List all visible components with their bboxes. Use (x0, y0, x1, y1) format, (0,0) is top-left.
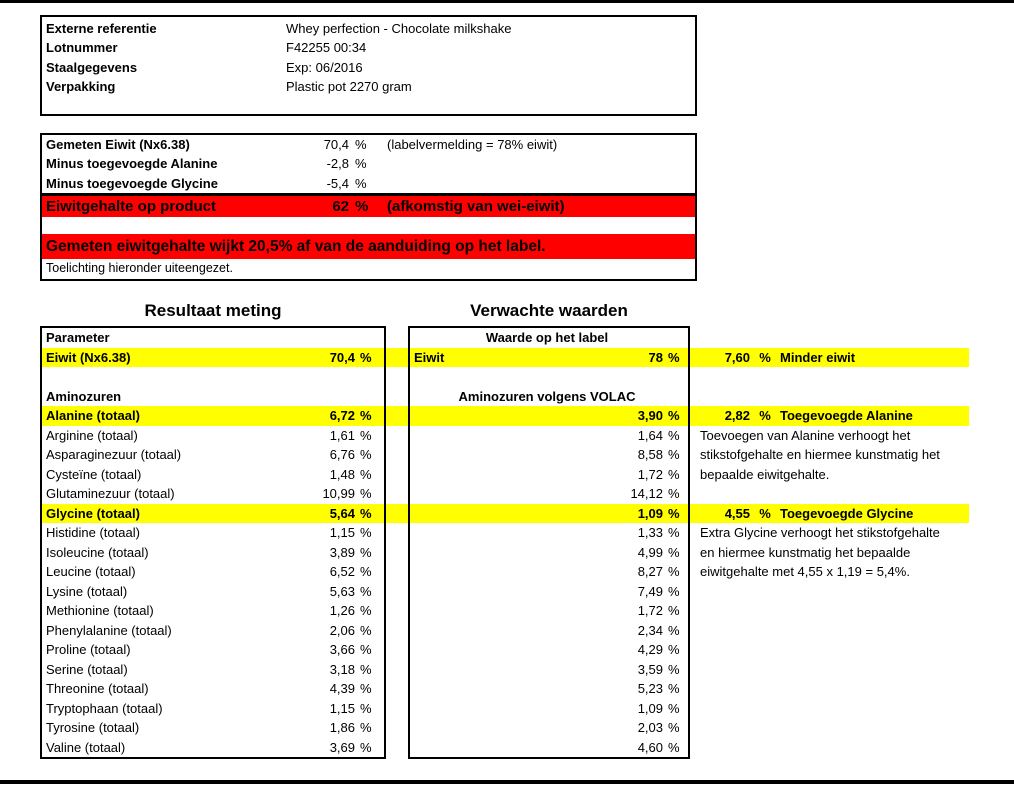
percent-sign: % (360, 486, 372, 501)
amino-name: Serine (totaal) (46, 661, 128, 677)
amino-value: 1,72 (637, 466, 663, 482)
amino-value: 5,23 (637, 681, 663, 696)
percent-sign: % (360, 505, 372, 521)
sample-info-box (40, 15, 697, 116)
table-row (42, 601, 384, 621)
percent-sign: % (355, 156, 367, 172)
table-row (42, 582, 384, 602)
percent-sign: % (759, 505, 771, 521)
amino-value: 3,69 (329, 739, 355, 755)
info-label: Staalgegevens (46, 59, 138, 75)
table-row (42, 484, 384, 504)
parameter-name: Eiwit (Nx6.38) (46, 349, 131, 365)
amino-value: 1,26 (329, 603, 355, 618)
amino-name: Leucine (totaal) (46, 564, 136, 579)
info-label: Verpakking (46, 79, 116, 95)
amino-value: 8,58 (637, 447, 663, 462)
table-row (410, 504, 688, 524)
percent-sign: % (360, 564, 372, 579)
amino-value: 1,33 (637, 525, 663, 540)
results-table (40, 326, 386, 759)
parameter-value: 70,4 (329, 349, 355, 365)
spacer-row (42, 217, 695, 234)
percent-sign: % (360, 544, 372, 560)
protein-summary-box (40, 133, 697, 281)
summary-row (42, 135, 695, 154)
table-row (410, 445, 688, 465)
section-title-expected: Verwachte waarden (470, 301, 628, 320)
info-row (46, 77, 695, 96)
info-row (46, 19, 695, 38)
percent-sign: % (668, 505, 680, 521)
percent-sign: % (668, 622, 680, 638)
amino-value: 7,49 (637, 583, 663, 599)
amino-value: 3,66 (329, 642, 355, 657)
amino-name: Lysine (totaal) (46, 583, 128, 599)
percent-sign: % (360, 661, 372, 677)
amino-value: 5,64 (329, 505, 355, 521)
parameter-name: Eiwit (414, 349, 445, 365)
amino-value: 10,99 (322, 486, 355, 501)
bottom-rule (0, 780, 1014, 784)
protein-row (42, 348, 384, 368)
table-row (410, 738, 688, 758)
percent-sign: % (759, 408, 771, 423)
percent-sign: % (668, 447, 680, 462)
summary-value: 70,4 (323, 137, 349, 152)
percent-sign: % (355, 198, 369, 216)
table-row (42, 640, 384, 660)
summary-label: Minus toegevoegde Alanine (46, 156, 218, 172)
info-value: Plastic pot 2270 gram (286, 79, 412, 95)
result-note: (afkomstig van wei-eiwit) (387, 198, 565, 216)
percent-sign: % (360, 720, 372, 735)
info-label: Lotnummer (46, 40, 118, 56)
amino-value: 4,60 (637, 739, 663, 755)
amino-name: Methionine (totaal) (46, 603, 154, 618)
amino-value: 3,90 (637, 408, 663, 423)
amino-value: 1,86 (329, 720, 355, 735)
summary-row (42, 174, 695, 193)
amino-name: Glycine (totaal) (46, 505, 140, 521)
amino-value: 14,12 (630, 486, 663, 501)
amino-value: 6,52 (329, 564, 355, 579)
amino-name: Proline (totaal) (46, 642, 131, 657)
alanine-note: Toevoegen van Alanine verhoogt het stikstofgehalte en hiermee kunstmatig het bepaalde eiwitgehalte. (700, 427, 940, 482)
group-header: Aminozuren volgens VOLAC (458, 388, 636, 404)
table-row (42, 679, 384, 699)
table-row (410, 484, 688, 504)
amino-value: 4,99 (637, 544, 663, 560)
amino-name: Threonine (totaal) (46, 681, 149, 696)
percent-sign: % (360, 583, 372, 599)
percent-sign: % (668, 642, 680, 657)
amino-name: Tryptophaan (totaal) (46, 700, 163, 716)
table-row (42, 738, 384, 758)
amino-value: 1,64 (637, 427, 663, 443)
percent-sign: % (759, 349, 771, 365)
percent-sign: % (360, 642, 372, 657)
parameter-value: 78 (648, 349, 663, 365)
table-row (42, 621, 384, 641)
summary-note: (labelvermelding = 78% eiwit) (387, 137, 558, 152)
amino-value: 1,61 (329, 427, 355, 443)
table-row (42, 699, 384, 719)
table-row (42, 660, 384, 680)
percent-sign: % (668, 427, 680, 443)
percent-sign: % (668, 700, 680, 716)
top-rule (0, 0, 1014, 3)
percent-sign: % (360, 525, 372, 540)
column-header: Waarde op het label (485, 330, 609, 345)
table-row (42, 406, 384, 426)
percent-sign: % (668, 564, 680, 579)
deviation-alert: Gemeten eiwitgehalte wijkt 20,5% af van de aanduiding op het label. (42, 234, 695, 259)
annotation-added-alanine: 2,82 % Toegevoegde Alanine (698, 406, 970, 426)
percent-sign: % (668, 544, 680, 560)
table-row (42, 543, 384, 563)
amino-value: 5,63 (329, 583, 355, 599)
percent-sign: % (355, 137, 367, 152)
amino-value: 2,34 (637, 622, 663, 638)
percent-sign: % (360, 700, 372, 716)
amino-value: 3,89 (329, 544, 355, 560)
summary-row (42, 154, 695, 173)
info-value: F42255 00:34 (286, 40, 367, 56)
amino-value: 1,72 (637, 603, 663, 618)
amino-value: 3,18 (329, 661, 355, 677)
amino-value: 2,03 (637, 720, 663, 735)
amino-name: Alanine (totaal) (46, 408, 140, 423)
percent-sign: % (668, 466, 680, 482)
percent-sign: % (355, 175, 367, 191)
table-row (410, 718, 688, 738)
amino-value: 4,39 (329, 681, 355, 696)
annotation-added-glycine: 4,55 % Toegevoegde Glycine (698, 504, 970, 524)
table-row (410, 679, 688, 699)
annotations-column (698, 328, 970, 758)
percent-sign: % (360, 427, 372, 443)
annotation-less-protein: 7,60 % Minder eiwit (698, 348, 970, 368)
table-row (42, 465, 384, 485)
percent-sign: % (668, 408, 680, 423)
amino-name: Asparaginezuur (totaal) (46, 447, 182, 462)
percent-sign: % (360, 603, 372, 618)
amino-name: Isoleucine (totaal) (46, 544, 149, 560)
blank-row (410, 367, 688, 387)
percent-sign: % (668, 720, 680, 735)
table-row (410, 543, 688, 563)
percent-sign: % (668, 739, 680, 755)
table-row (410, 621, 688, 641)
result-value: 62 (332, 198, 349, 216)
protein-row (410, 348, 688, 368)
percent-sign: % (360, 408, 372, 423)
amino-name: Tyrosine (totaal) (46, 720, 140, 735)
info-label: Externe referentie (46, 21, 157, 36)
percent-sign: % (668, 603, 680, 618)
table-row (410, 640, 688, 660)
percent-sign: % (668, 583, 680, 599)
table-row (42, 504, 384, 524)
percent-sign: % (360, 349, 372, 365)
amino-name: Valine (totaal) (46, 739, 126, 755)
amino-value: 1,15 (329, 525, 355, 540)
summary-note (375, 154, 695, 173)
amino-value: 1,48 (329, 466, 355, 482)
percent-sign: % (668, 349, 680, 365)
table-row (410, 465, 688, 485)
table-row (410, 601, 688, 621)
table-row (410, 562, 688, 582)
table-row (410, 660, 688, 680)
table-row (42, 523, 384, 543)
amino-value: 6,76 (329, 447, 355, 462)
table-row (410, 406, 688, 426)
table-row (42, 426, 384, 446)
summary-label: Gemeten Eiwit (Nx6.38) (46, 137, 190, 152)
info-row (46, 38, 695, 57)
info-value: Whey perfection - Chocolate milkshake (286, 21, 512, 36)
amino-value: 1,15 (329, 700, 355, 716)
footnote: Toelichting hieronder uiteengezet. (46, 261, 233, 276)
amino-value: 8,27 (637, 564, 663, 579)
summary-note (375, 174, 695, 193)
amino-name: Arginine (totaal) (46, 427, 138, 443)
group-header: Aminozuren (46, 388, 122, 404)
result-label: Eiwitgehalte op product (46, 198, 217, 216)
table-row (410, 582, 688, 602)
table-row (42, 562, 384, 582)
amino-name: Cysteïne (totaal) (46, 466, 142, 482)
percent-sign: % (360, 466, 372, 482)
amino-value: 1,09 (637, 505, 663, 521)
amino-value: 4,29 (637, 642, 663, 657)
amino-value: 3,59 (637, 661, 663, 677)
info-value: Exp: 06/2016 (286, 59, 363, 75)
summary-label: Minus toegevoegde Glycine (46, 175, 218, 191)
glycine-note: Extra Glycine verhoogt het stikstofgehalte en hiermee kunstmatig het bepaalde eiwitgehalte met 4,55 x 1,19 = 5,4%. (700, 525, 940, 579)
table-row (410, 699, 688, 719)
percent-sign: % (360, 622, 372, 638)
amino-name: Histidine (totaal) (46, 525, 140, 540)
blank-row (42, 367, 384, 387)
info-row (46, 58, 695, 77)
percent-sign: % (360, 447, 372, 462)
table-row (410, 426, 688, 446)
percent-sign: % (360, 681, 372, 696)
percent-sign: % (668, 486, 680, 501)
expected-table (408, 326, 690, 759)
table-row (42, 718, 384, 738)
protein-result-row (42, 193, 695, 217)
amino-name: Glutaminezuur (totaal) (46, 486, 175, 501)
table-row (42, 445, 384, 465)
section-title-results: Resultaat meting (144, 301, 282, 320)
percent-sign: % (668, 661, 680, 677)
summary-value: -5,4 (326, 175, 349, 191)
amino-value: 1,09 (637, 700, 663, 716)
percent-sign: % (668, 525, 680, 540)
amino-value: 2,06 (329, 622, 355, 638)
summary-value: -2,8 (326, 156, 349, 172)
column-header: Parameter (46, 330, 110, 345)
amino-value: 6,72 (329, 408, 355, 423)
amino-name: Phenylalanine (totaal) (46, 622, 172, 638)
table-row (410, 523, 688, 543)
percent-sign: % (360, 739, 372, 755)
percent-sign: % (668, 681, 680, 696)
